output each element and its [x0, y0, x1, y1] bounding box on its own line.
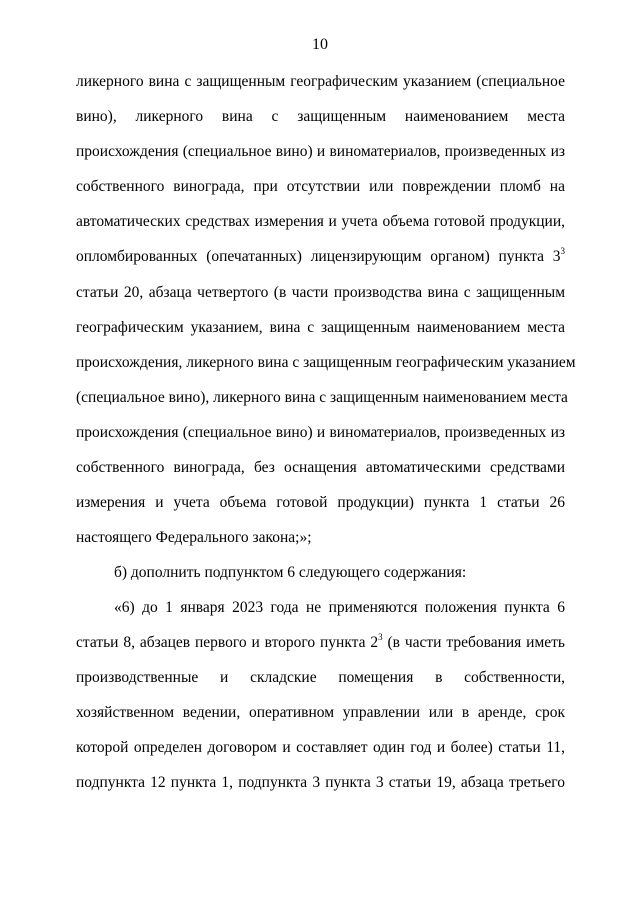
text-line	[76, 738, 565, 758]
text-line	[76, 353, 576, 373]
text-line	[76, 423, 565, 443]
line-text: б) дополнить подпунктом 6 следующего содержания:	[114, 564, 467, 581]
text-line	[76, 72, 565, 92]
line-text: вино), ликерного вина с защищенным наименованием места	[76, 108, 565, 125]
text-line	[76, 107, 565, 127]
text-line	[76, 283, 565, 303]
line-text: хозяйственном ведении, оперативном управлении или в аренде, срок	[76, 704, 565, 721]
text-line	[76, 493, 565, 513]
line-text: подпункта 12 пункта 1, подпункта 3 пункта 3 статьи 19, абзаца третьего	[76, 774, 565, 791]
text-line	[76, 633, 565, 653]
text-line	[76, 528, 565, 548]
text-line	[114, 563, 565, 583]
line-text: опломбированных (опечатанных) лицензирующим органом) пункта 3	[76, 248, 561, 265]
line-text: ликерного вина с защищенным географическим указанием (специальное	[76, 73, 565, 90]
line-text: «6) до 1 января 2023 года не применяются положения пункта 6	[114, 599, 565, 616]
line-text: (специальное вино), ликерного вина с защищенным наименованием места	[76, 389, 568, 406]
page-number: 10	[312, 36, 328, 53]
text-line	[76, 388, 568, 408]
line-text: измерения и учета объема готовой продукции) пункта 1 статьи 26	[76, 494, 565, 511]
text-line	[114, 598, 565, 618]
line-text: производственные и складские помещения в собственности,	[76, 669, 565, 686]
line-text: автоматических средствах измерения и учета объема готовой продукции,	[76, 213, 565, 230]
text-line	[76, 318, 565, 338]
text-line	[76, 668, 565, 688]
text-line	[76, 773, 565, 793]
line-text: собственного винограда, при отсутствии или повреждении пломб на	[76, 178, 565, 195]
line-text: статьи 8, абзацев первого и второго пункта 2	[76, 634, 379, 651]
text-line	[76, 212, 565, 232]
text-line	[76, 247, 565, 267]
line-text: собственного винограда, без оснащения автоматическими средствами	[76, 459, 565, 476]
text-line	[76, 142, 565, 162]
text-line	[76, 703, 565, 723]
superscript: 3	[560, 246, 565, 256]
line-text: настоящего Федерального закона;»;	[76, 529, 312, 546]
line-text: происхождения (специальное вино) и виноматериалов, произведенных из	[76, 143, 565, 160]
line-text: которой определен договором и составляет один год и более) статьи 11,	[76, 739, 565, 756]
text-line	[76, 177, 565, 197]
line-text: (в части требования иметь	[382, 634, 566, 651]
line-text: географическим указанием, вина с защищенным наименованием места	[76, 319, 565, 336]
superscript: 3	[378, 632, 383, 642]
line-text: статьи 20, абзаца четвертого (в части производства вина с защищенным	[76, 284, 565, 301]
text-line	[76, 458, 565, 478]
line-text: происхождения (специальное вино) и виноматериалов, произведенных из	[76, 424, 565, 441]
line-text: происхождения, ликерного вина с защищенным географическим указанием	[76, 354, 576, 371]
